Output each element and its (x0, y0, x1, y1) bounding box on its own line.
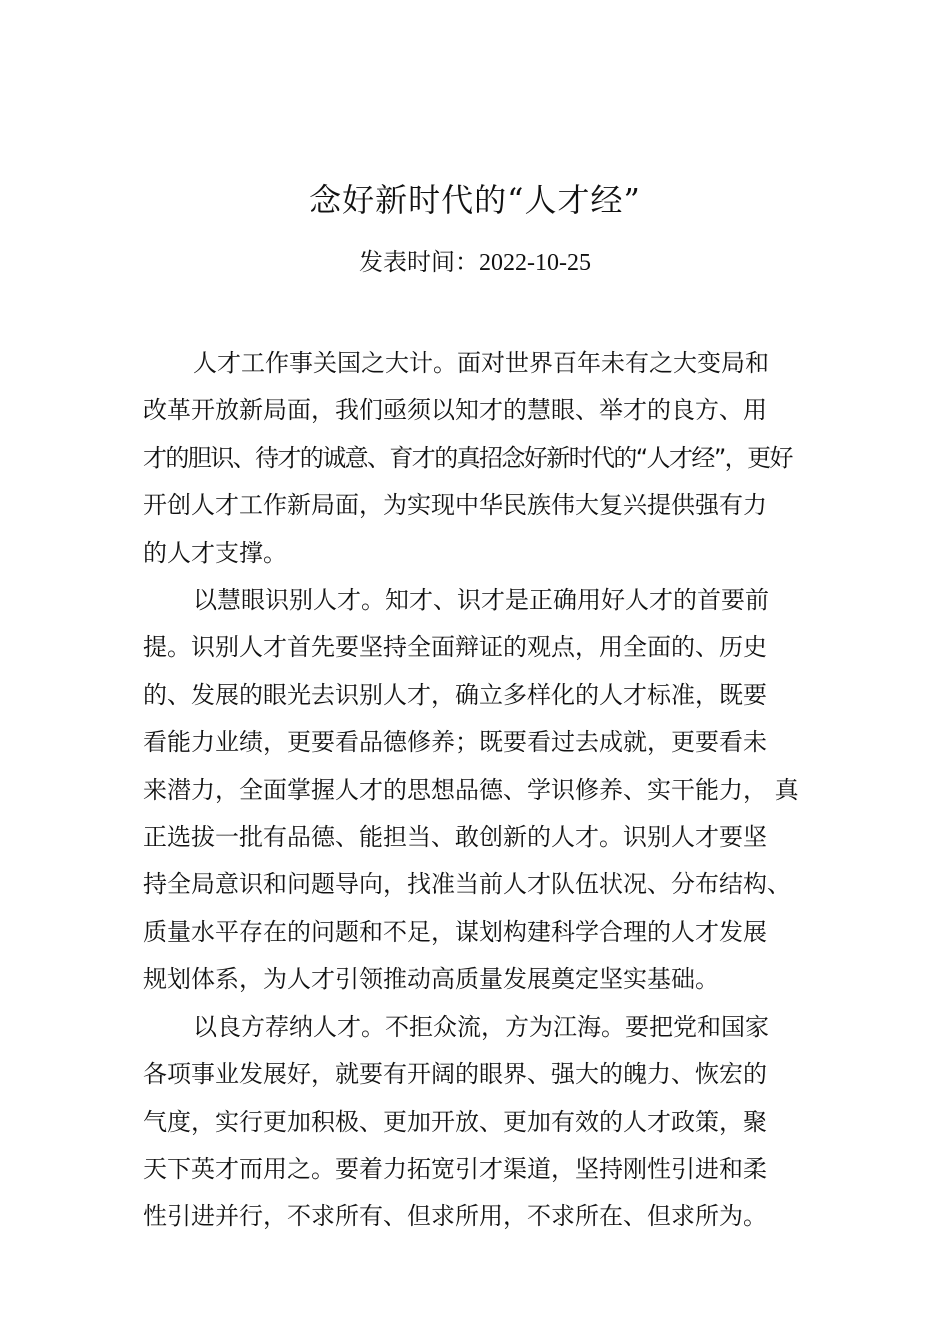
paragraph-line: 规划体系，为人才引领推动高质量发展奠定坚实基础。 (143, 965, 719, 994)
publish-date-line (0, 242, 950, 283)
article-body (143, 340, 819, 1241)
publish-date-value: 2022-10-25 (479, 250, 591, 276)
paragraph-line: 改革开放新局面，我们亟须以知才的慧眼、举才的良方、用 (143, 396, 767, 425)
paragraph-line: 天下英才而用之。要着力拓宽引才渠道，坚持刚性引进和柔 (143, 1154, 767, 1183)
paragraph-line: 正选拔一批有品德、能担当、敢创新的人才。识别人才要坚 (143, 823, 767, 852)
paragraph-line: 以慧眼识别人才。知才、识才是正确用好人才的首要前 (193, 586, 769, 615)
paragraph-1 (143, 340, 819, 577)
paragraph-line: 看能力业绩，更要看品德修养；既要看过去成就，更要看未 (143, 728, 767, 757)
document-title: 念好新时代的“人才经” (309, 181, 641, 219)
paragraph-line: 持全局意识和问题导向，找准当前人才队伍状况、分布结构、 (143, 870, 791, 899)
paragraph-line: 的、发展的眼光去识别人才，确立多样化的人才标准，既要 (143, 680, 767, 709)
publish-date-label: 发表时间： (359, 248, 479, 276)
paragraph-line: 气度，实行更加积极、更加开放、更加有效的人才政策，聚 (143, 1107, 767, 1136)
paragraph-line: 才的胆识、待才的诚意、育才的真招念好新时代的“人才经”，更好 (143, 443, 792, 472)
paragraph-2 (143, 577, 819, 1004)
paragraph-line: 质量水平存在的问题和不足，谋划构建科学合理的人才发展 (143, 917, 767, 946)
paragraph-line: 各项事业发展好，就要有开阔的眼界、强大的魄力、恢宏的 (143, 1060, 767, 1089)
paragraph-line: 开创人才工作新局面，为实现中华民族伟大复兴提供强有力 (143, 491, 767, 520)
paragraph-line: 提。识别人才首先要坚持全面辩证的观点，用全面的、历史 (143, 633, 767, 662)
paragraph-line: 人才工作事关国之大计。面对世界百年未有之大变局和 (193, 349, 769, 377)
paragraph-3 (143, 1004, 819, 1241)
paragraph-line: 性引进并行，不求所有、但求所用，不求所在、但求所为。 (143, 1202, 767, 1231)
paragraph-line: 以良方荐纳人才。不拒众流，方为江海。要把党和国家 (193, 1012, 769, 1041)
paragraph-line: 来潜力，全面掌握人才的思想品德、学识修养、实干能力， 真 (143, 775, 799, 804)
paragraph-line: 的人才支撑。 (143, 538, 287, 567)
